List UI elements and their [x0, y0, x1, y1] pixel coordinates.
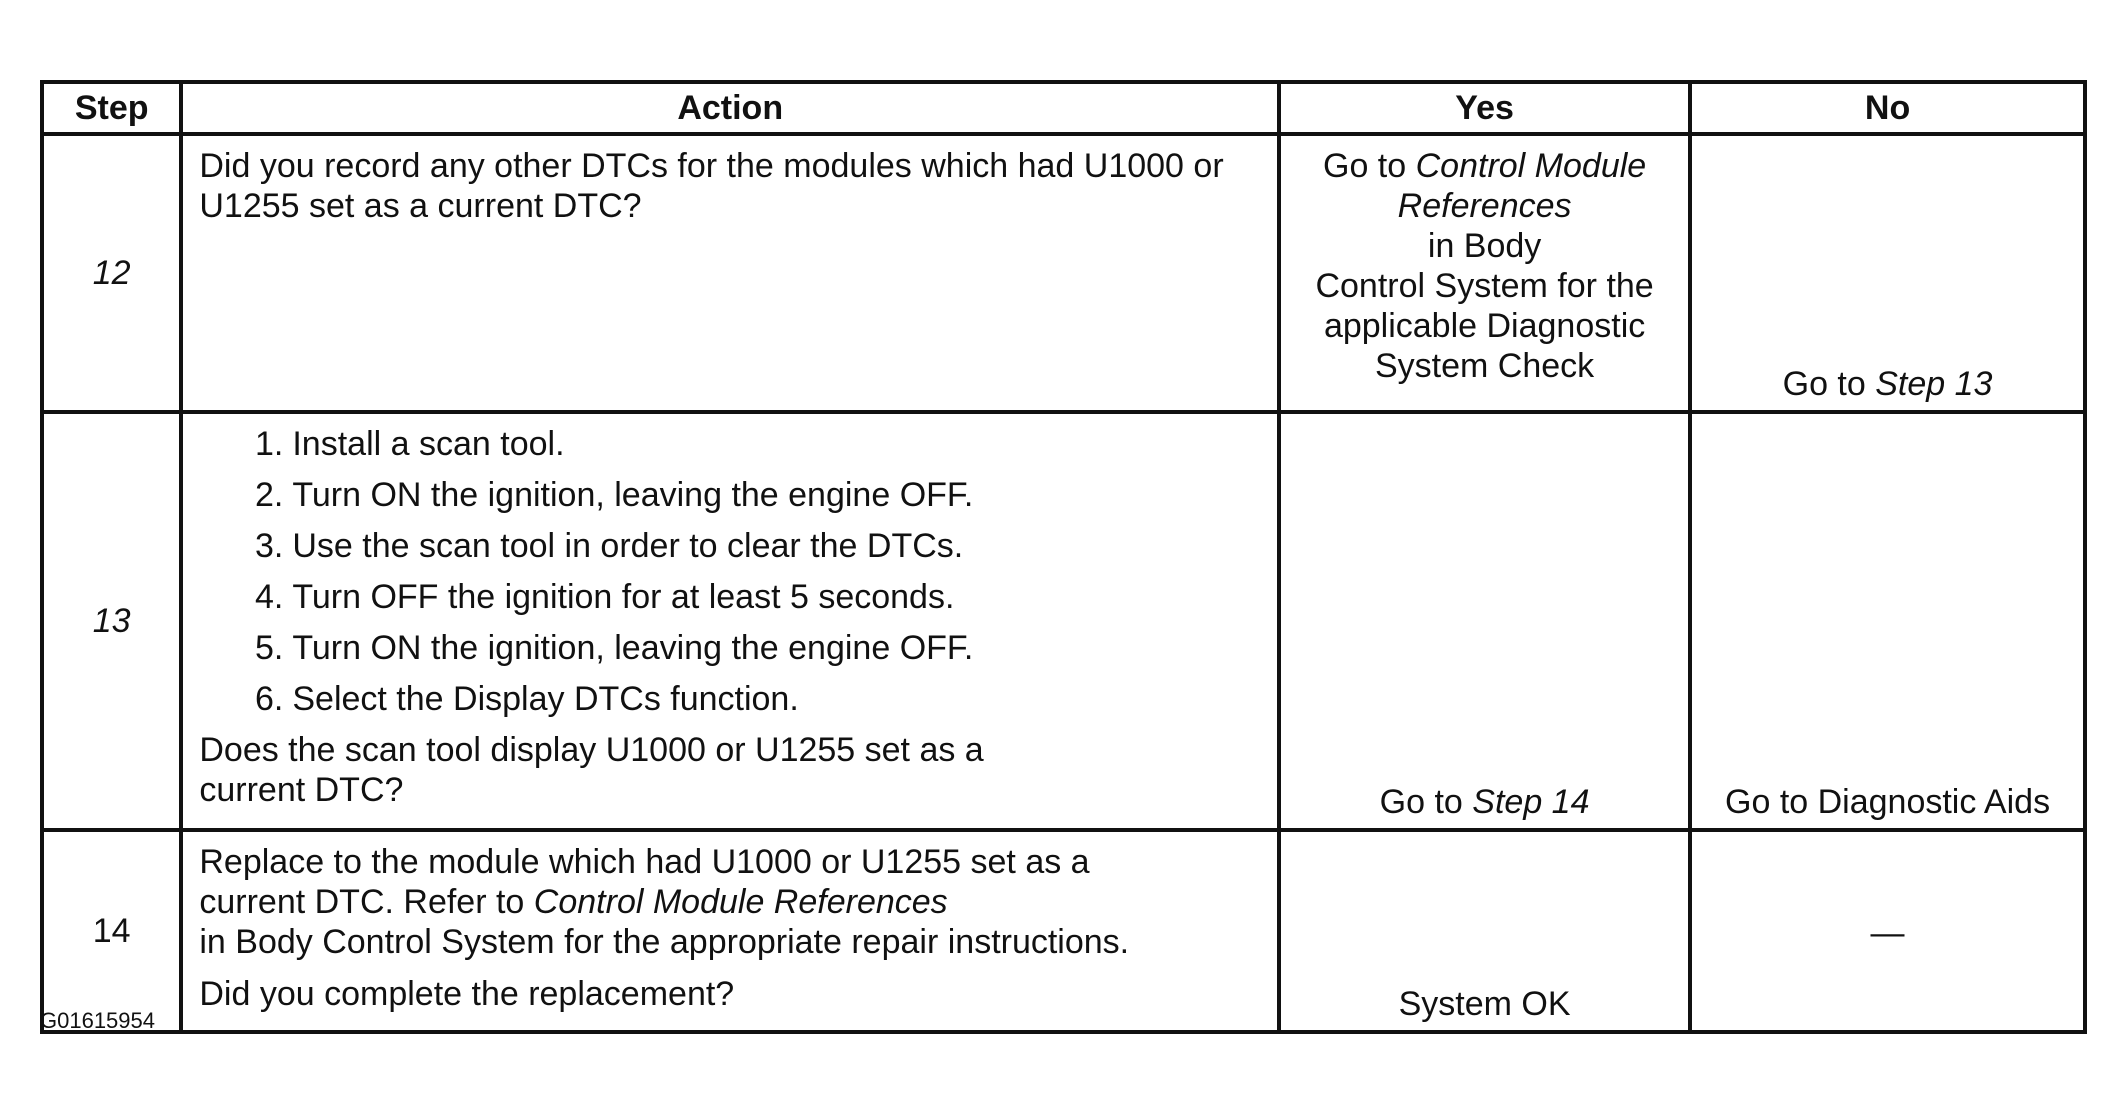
control-module-references-link[interactable]: Control Module References — [1397, 147, 1647, 225]
action-instruction — [199, 842, 1261, 962]
no-cell — [1690, 830, 2085, 1032]
instruction-line-1: Replace to the module which had U1000 or U1255 set as a — [199, 843, 1090, 881]
procedure-number: 3. — [255, 527, 284, 565]
question-line-1: Does the scan tool display U1000 or U1255 set as a — [199, 731, 984, 769]
yes-outcome: System OK — [1398, 985, 1571, 1023]
step-number-cell — [42, 830, 181, 1032]
table-row-step-13 — [42, 412, 2085, 830]
action-cell — [181, 134, 1279, 412]
yes-line-system-check: Control System for the applicable Diagnostic System Check — [1315, 267, 1654, 385]
instruction-line-3: in Body Control System for the appropriate repair instructions. — [199, 923, 1130, 961]
action-question: Did you complete the replacement? — [199, 975, 735, 1013]
procedure-list — [199, 424, 1261, 719]
action-cell — [181, 830, 1279, 1032]
procedure-number: 5. — [255, 629, 284, 667]
action-question: Did you record any other DTCs for the modules which had U1000 or U1255 set as a current DTC? — [199, 147, 1224, 225]
procedure-item — [239, 526, 1261, 566]
procedure-number: 4. — [255, 578, 284, 616]
yes-line-body: in Body — [1427, 227, 1542, 265]
table-header-row — [42, 82, 2085, 134]
step-14-link[interactable]: Step 14 — [1472, 783, 1590, 821]
procedure-item — [239, 628, 1261, 668]
no-cell-content — [1700, 146, 2075, 404]
figure-id: G01615954 — [40, 1008, 155, 1033]
table-row-step-12 — [42, 134, 2085, 412]
instruction-line-2-prefix: current DTC. Refer to — [199, 883, 525, 921]
procedure-item — [239, 577, 1261, 617]
yes-outcome — [1289, 782, 1680, 822]
no-cell — [1690, 134, 2085, 412]
procedure-item — [239, 475, 1261, 515]
question-line-2: current DTC? — [199, 771, 404, 809]
control-module-references-link[interactable]: Control Module References — [533, 883, 948, 921]
yes-prefix: Go to — [1323, 147, 1407, 185]
yes-cell — [1279, 830, 1690, 1032]
no-cell — [1690, 412, 2085, 830]
procedure-number: 6. — [255, 680, 284, 718]
yes-prefix: Go to — [1379, 783, 1463, 821]
yes-cell-content — [1289, 842, 1680, 1024]
action-question — [199, 730, 1261, 810]
procedure-text: Turn ON the ignition, leaving the engine OFF. — [292, 476, 974, 514]
procedure-item — [239, 679, 1261, 719]
header-action: Action — [181, 82, 1279, 134]
no-prefix: Go to — [1782, 365, 1866, 403]
not-applicable-dash: — — [1870, 914, 1905, 952]
procedure-number: 2. — [255, 476, 284, 514]
procedure-text: Turn ON the ignition, leaving the engine OFF. — [292, 629, 974, 667]
action-cell — [181, 412, 1279, 830]
header-yes: Yes — [1279, 82, 1690, 134]
procedure-item — [239, 424, 1261, 464]
yes-cell-content — [1289, 424, 1680, 822]
procedure-text: Install a scan tool. — [292, 425, 565, 463]
diagnostic-table — [40, 80, 2087, 1034]
step-number-cell — [42, 134, 181, 412]
procedure-text: Turn OFF the ignition for at least 5 seconds. — [292, 578, 955, 616]
header-no: No — [1690, 82, 2085, 134]
procedure-text: Select the Display DTCs function. — [292, 680, 799, 718]
step-number: 12 — [92, 254, 131, 292]
step-number: 14 — [92, 912, 131, 950]
procedure-number: 1. — [255, 425, 284, 463]
step-number-cell — [42, 412, 181, 830]
yes-cell — [1279, 412, 1690, 830]
step-13-link[interactable]: Step 13 — [1875, 365, 1993, 403]
yes-cell — [1279, 134, 1690, 412]
step-number: 13 — [92, 602, 131, 640]
table-row-step-14 — [42, 830, 2085, 1032]
no-cell-content — [1700, 424, 2075, 822]
no-outcome — [1700, 364, 2075, 404]
diagnostic-aids-link[interactable]: Go to Diagnostic Aids — [1725, 783, 2051, 821]
procedure-text: Use the scan tool in order to clear the DTCs. — [292, 527, 964, 565]
header-step: Step — [42, 82, 181, 134]
